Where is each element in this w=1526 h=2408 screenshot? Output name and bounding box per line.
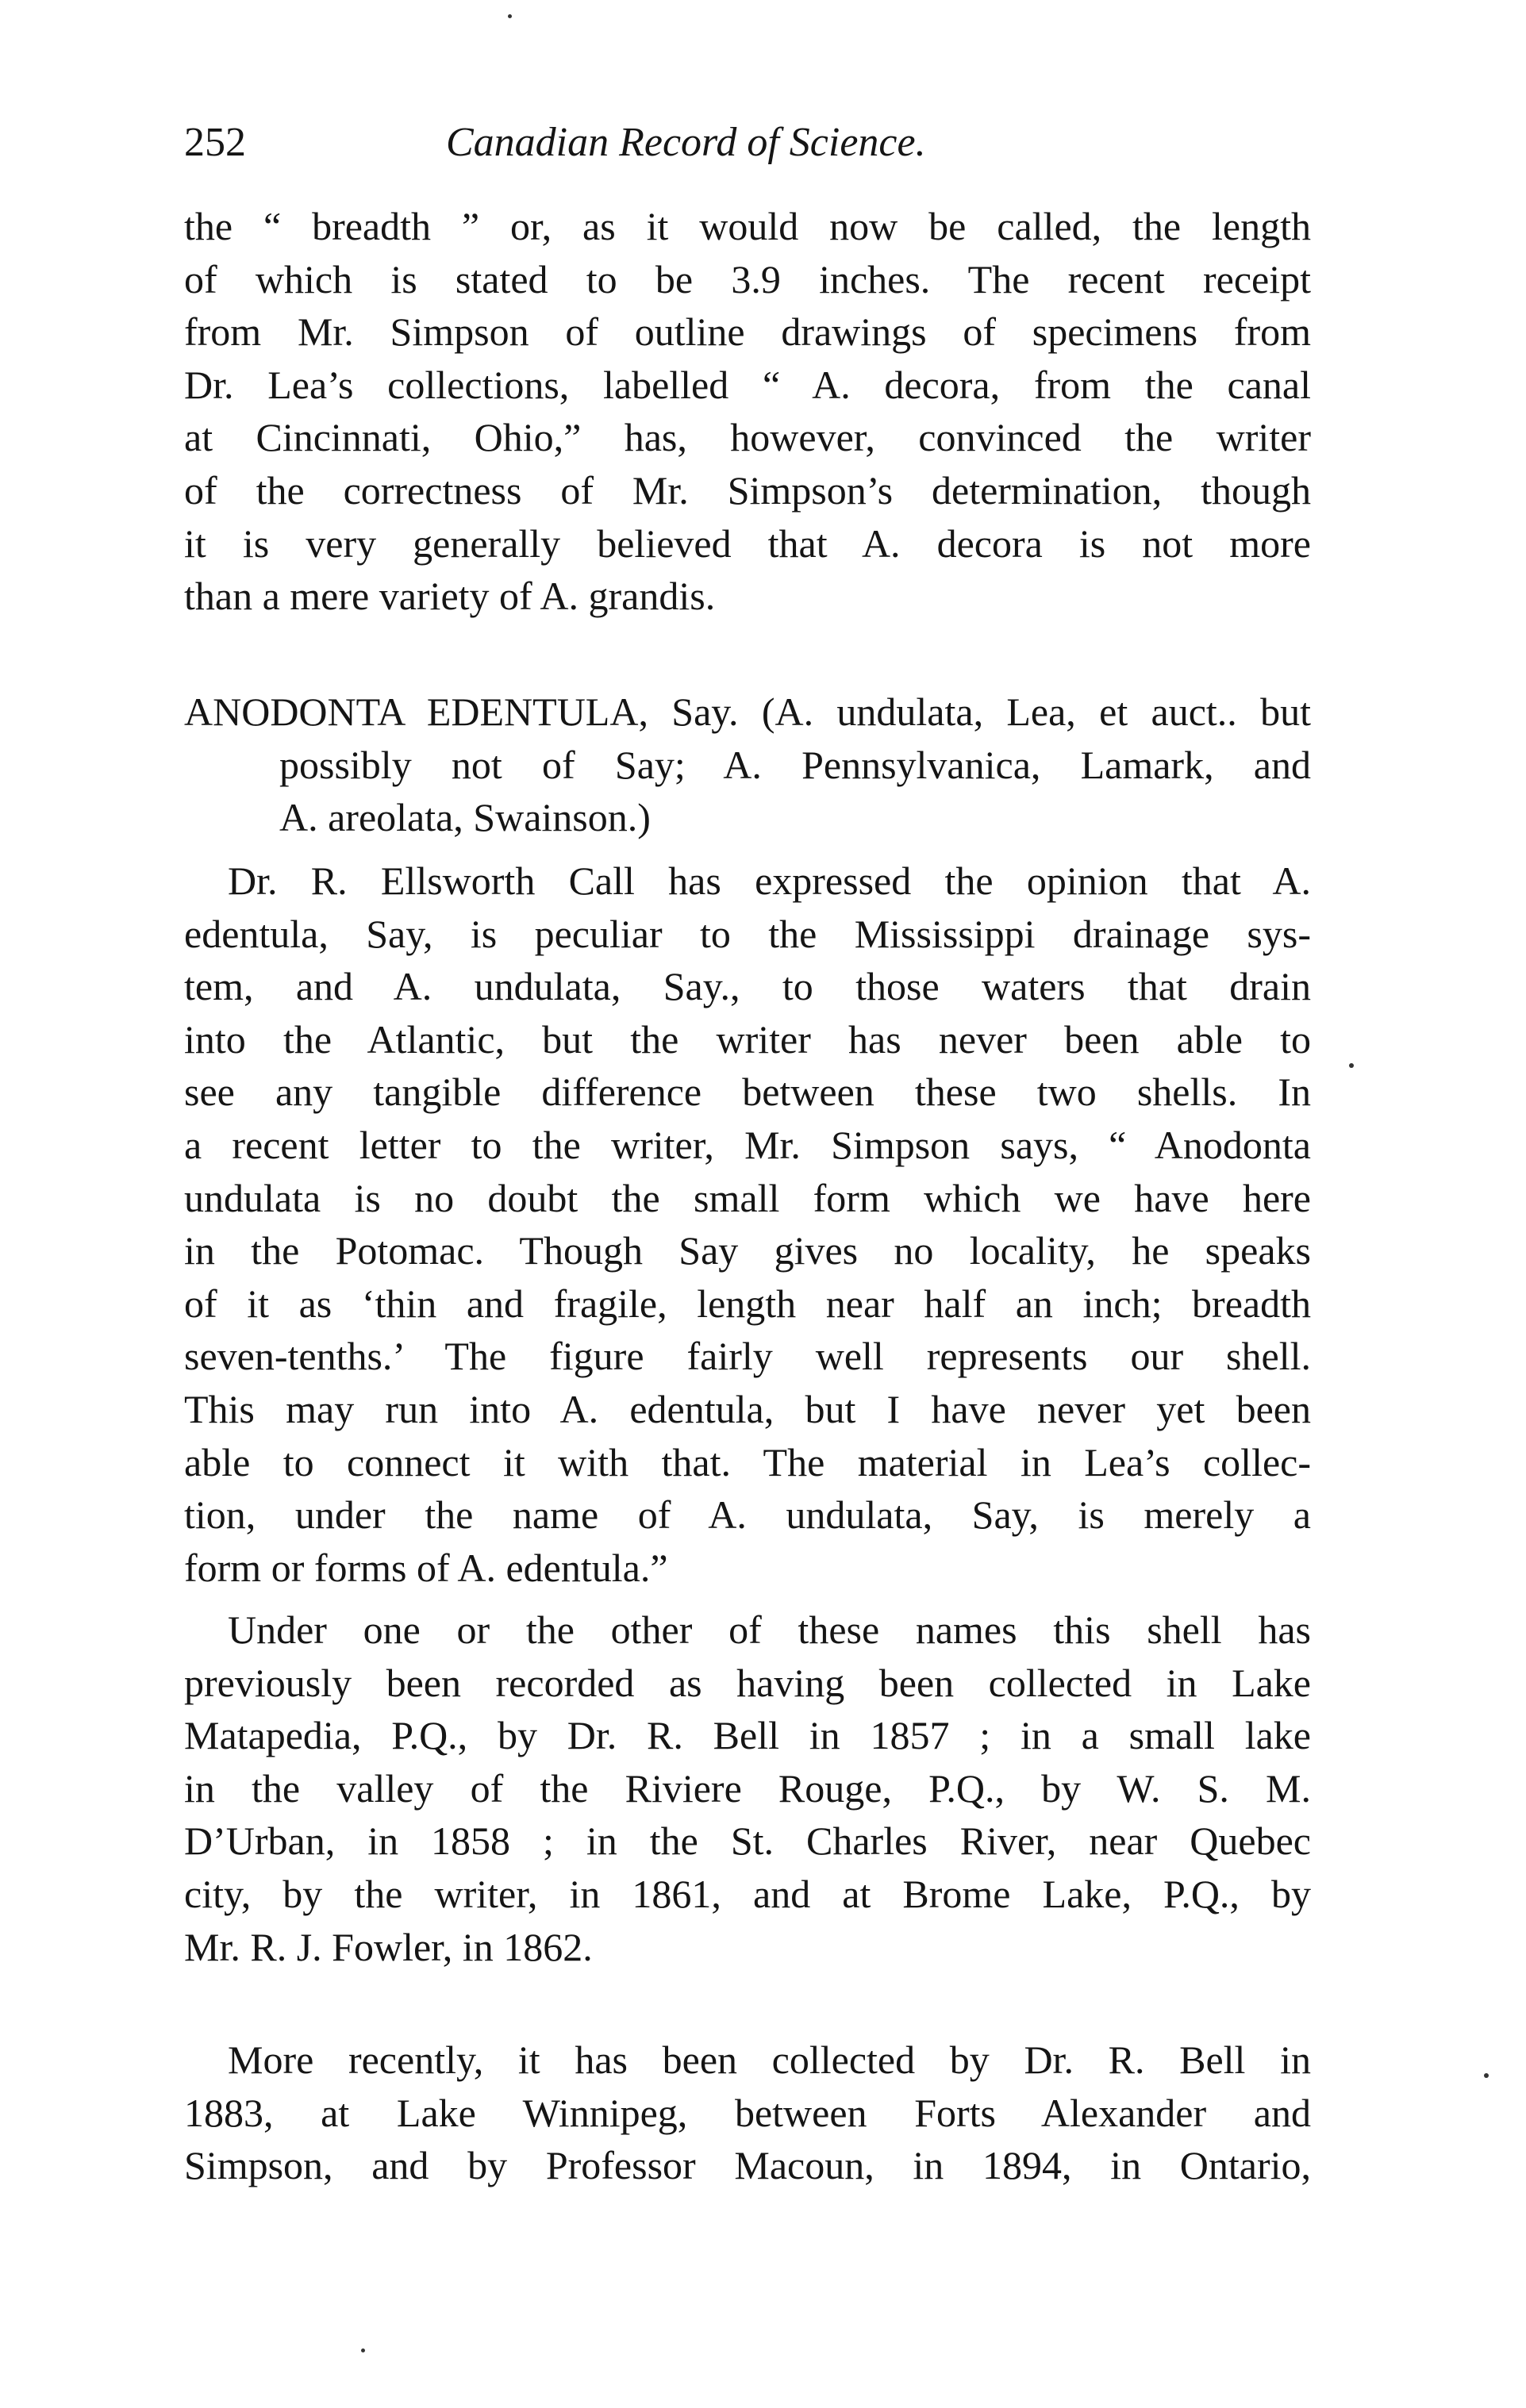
text-line: A. areolata, Swainson.) [279, 795, 651, 840]
text-line: able to connect it with that. The material in Lea’s collec- [184, 1439, 1311, 1484]
text-line: Matapedia, P.Q., by Dr. R. Bell in 1857 ; in a small lake [184, 1713, 1311, 1758]
page-speck [508, 14, 512, 18]
text-line: in the valley of the Riviere Rouge, P.Q., by W. S. M. [184, 1765, 1311, 1811]
text-line: at Cincinnati, Ohio,” has, however, convinced the writer [184, 415, 1311, 460]
page-speck [1349, 1063, 1354, 1068]
page-speck [1484, 2073, 1489, 2078]
text-line: Dr. R. Ellsworth Call has expressed the opinion that A. [228, 858, 1311, 903]
text-line: of the correctness of Mr. Simpson’s determination, though [184, 467, 1311, 513]
text-line: Under one or the other of these names this shell has [228, 1607, 1311, 1652]
text-line: 1883, at Lake Winnipeg, between Forts Alexander and [184, 2090, 1311, 2135]
text-line: of which is stated to be 3.9 inches. The recent receipt [184, 256, 1311, 301]
text-line: tion, under the name of A. undulata, Say, is merely a [184, 1492, 1311, 1538]
text-line: Dr. Lea’s collections, labelled “ A. decora, from the canal [184, 362, 1311, 407]
text-line: possibly not of Say; A. Pennsylvanica, Lamark, and [279, 742, 1311, 787]
text-line: city, by the writer, in 1861, and at Brome Lake, P.Q., by [184, 1871, 1311, 1916]
paragraph-call-opinion [184, 855, 1311, 1594]
page-number: 252 [184, 120, 246, 165]
text-line: Mr. R. J. Fowler, in 1862. [184, 1924, 593, 1969]
paragraph-decora [184, 200, 1311, 623]
text-line: form or forms of A. edentula.” [184, 1545, 668, 1590]
text-line: More recently, it has been collected by Dr. R. Bell in [228, 2037, 1311, 2082]
text-line: see any tangible difference between these two shells. In [184, 1070, 1311, 1115]
page-speck [361, 2348, 365, 2352]
paragraph-recent-collections [184, 2034, 1311, 2192]
text-line: seven-tenths.’ The figure fairly well represents our shell. [184, 1334, 1311, 1379]
text-line: than a mere variety of A. grandis. [184, 574, 716, 619]
species-heading-anodonta-edentula [184, 686, 1311, 844]
text-line: D’Urban, in 1858 ; in the St. Charles River, near Quebec [184, 1818, 1311, 1864]
text-line: it is very generally believed that A. decora is not more [184, 520, 1311, 566]
running-title: Canadian Record of Science. [446, 120, 926, 165]
text-line: This may run into A. edentula, but I have never yet been [184, 1386, 1311, 1431]
text-line: Simpson, and by Professor Macoun, in 1894, in Ontario, [184, 2143, 1311, 2188]
paragraph-previous-records [184, 1603, 1311, 1973]
text-line: into the Atlantic, but the writer has never been able to [184, 1016, 1311, 1062]
text-line: tem, and A. undulata, Say., to those waters that drain [184, 964, 1311, 1009]
text-line: of it as ‘thin and fragile, length near half an inch; breadth [184, 1281, 1311, 1326]
text-line: previously been recorded as having been collected in Lake [184, 1660, 1311, 1705]
text-line: in the Potomac. Though Say gives no locality, he speaks [184, 1228, 1311, 1273]
text-line: a recent letter to the writer, Mr. Simpson says, “ Anodonta [184, 1122, 1311, 1167]
text-line: edentula, Say, is peculiar to the Mississippi drainage sys- [184, 911, 1311, 956]
text-line: undulata is no doubt the small form which we have here [184, 1175, 1311, 1220]
text-line: ANODONTA EDENTULA, Say. (A. undulata, Lea, et auct.. but [184, 689, 1311, 734]
page-header [184, 117, 1311, 181]
text-line: the “ breadth ” or, as it would now be called, the length [184, 204, 1311, 248]
text-line: from Mr. Simpson of outline drawings of specimens from [184, 309, 1311, 355]
